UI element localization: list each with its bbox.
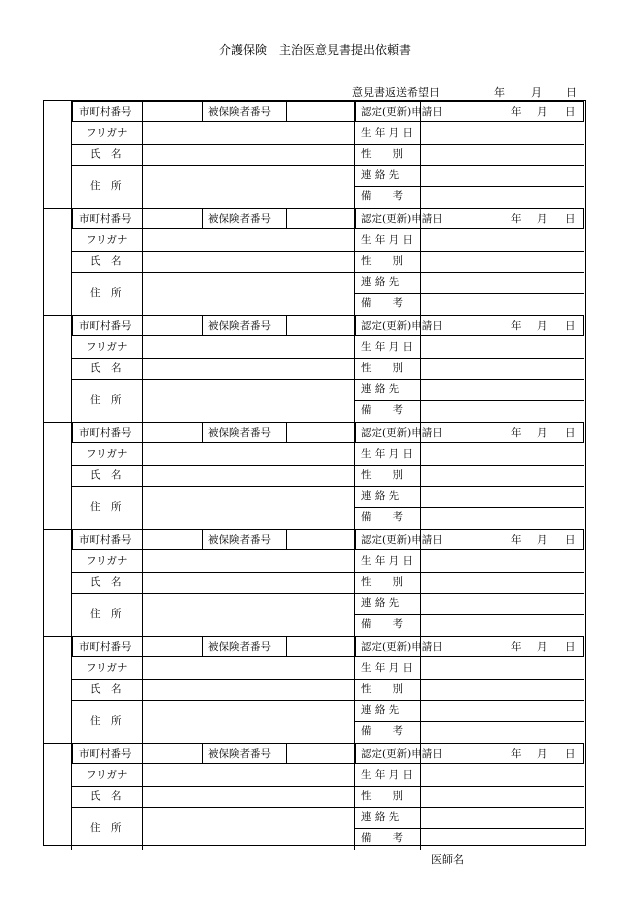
address-label: 住 所 xyxy=(90,501,122,513)
block-separator xyxy=(44,743,584,744)
row-number-cell xyxy=(44,529,72,636)
birth-date-label: 生 年 月 日 xyxy=(361,555,414,567)
application-year: 年 xyxy=(511,427,522,439)
block-separator xyxy=(44,315,584,316)
application-date-label: 認定(更新)申請日 xyxy=(361,320,443,332)
birth-date-label: 生 年 月 日 xyxy=(361,341,414,353)
furigana-label: フリガナ xyxy=(86,341,128,353)
insured-number-label: 被保険者番号 xyxy=(208,320,271,332)
application-month: 月 xyxy=(537,106,548,118)
furigana-label: フリガナ xyxy=(86,555,128,567)
page-title: 介護保険 主治医意見書提出依頼書 xyxy=(218,43,411,57)
application-date-label: 認定(更新)申請日 xyxy=(361,106,443,118)
return-date-month: 月 xyxy=(531,86,542,99)
furigana-label: フリガナ xyxy=(86,662,128,674)
address-label: 住 所 xyxy=(90,180,122,192)
application-date-label: 認定(更新)申請日 xyxy=(361,427,443,439)
row-number-cell xyxy=(44,208,72,315)
birth-date-label: 生 年 月 日 xyxy=(361,448,414,460)
application-year: 年 xyxy=(511,320,522,332)
application-day: 日 xyxy=(565,748,576,760)
return-date-year: 年 xyxy=(494,86,505,99)
name-label: 氏 名 xyxy=(90,469,122,481)
application-day: 日 xyxy=(565,427,576,439)
municipality-number-label: 市町村番号 xyxy=(79,213,132,225)
application-month: 月 xyxy=(537,748,548,760)
contact-label: 連 絡 先 xyxy=(361,597,400,609)
application-year: 年 xyxy=(511,641,522,653)
row-number-cell xyxy=(44,422,72,529)
name-label: 氏 名 xyxy=(90,362,122,374)
sex-label: 性 別 xyxy=(361,255,403,267)
address-label: 住 所 xyxy=(90,394,122,406)
application-year: 年 xyxy=(511,748,522,760)
municipality-number-label: 市町村番号 xyxy=(79,748,132,760)
row-number-cell xyxy=(44,315,72,422)
doctor-name-label: 医師名 xyxy=(431,853,464,866)
application-day: 日 xyxy=(565,534,576,546)
insured-number-label: 被保険者番号 xyxy=(208,748,271,760)
furigana-label: フリガナ xyxy=(86,448,128,460)
name-label: 氏 名 xyxy=(90,576,122,588)
applicant-block xyxy=(44,529,584,636)
address-label: 住 所 xyxy=(90,287,122,299)
birth-date-label: 生 年 月 日 xyxy=(361,769,414,781)
furigana-label: フリガナ xyxy=(86,234,128,246)
return-date-day: 日 xyxy=(566,86,577,99)
contact-label: 連 絡 先 xyxy=(361,383,400,395)
contact-label: 連 絡 先 xyxy=(361,169,400,181)
application-month: 月 xyxy=(537,213,548,225)
municipality-number-label: 市町村番号 xyxy=(79,320,132,332)
block-separator xyxy=(44,529,584,530)
application-day: 日 xyxy=(565,641,576,653)
applicant-block xyxy=(44,101,584,208)
sex-label: 性 別 xyxy=(361,469,403,481)
application-month: 月 xyxy=(537,641,548,653)
request-form-table xyxy=(43,100,586,846)
application-year: 年 xyxy=(511,213,522,225)
block-separator xyxy=(44,422,584,423)
row-number-cell xyxy=(44,636,72,743)
municipality-number-label: 市町村番号 xyxy=(79,106,132,118)
application-date-label: 認定(更新)申請日 xyxy=(361,213,443,225)
name-label: 氏 名 xyxy=(90,255,122,267)
application-day: 日 xyxy=(565,106,576,118)
row-number-cell xyxy=(44,101,72,208)
insured-number-label: 被保険者番号 xyxy=(208,213,271,225)
remarks-label: 備 考 xyxy=(361,190,403,202)
row-number-cell xyxy=(44,743,72,850)
application-year: 年 xyxy=(511,534,522,546)
sex-label: 性 別 xyxy=(361,683,403,695)
insured-number-label: 被保険者番号 xyxy=(208,427,271,439)
sex-label: 性 別 xyxy=(361,576,403,588)
contact-label: 連 絡 先 xyxy=(361,704,400,716)
name-label: 氏 名 xyxy=(90,790,122,802)
remarks-label: 備 考 xyxy=(361,404,403,416)
application-month: 月 xyxy=(537,534,548,546)
applicant-block xyxy=(44,422,584,529)
address-label: 住 所 xyxy=(90,715,122,727)
application-month: 月 xyxy=(537,320,548,332)
municipality-number-label: 市町村番号 xyxy=(79,427,132,439)
birth-date-label: 生 年 月 日 xyxy=(361,127,414,139)
address-label: 住 所 xyxy=(90,608,122,620)
insured-number-label: 被保険者番号 xyxy=(208,641,271,653)
block-separator xyxy=(44,208,584,209)
insured-number-label: 被保険者番号 xyxy=(208,534,271,546)
furigana-label: フリガナ xyxy=(86,127,128,139)
sex-label: 性 別 xyxy=(361,790,403,802)
name-label: 氏 名 xyxy=(90,683,122,695)
application-date-label: 認定(更新)申請日 xyxy=(361,534,443,546)
name-label: 氏 名 xyxy=(90,148,122,160)
contact-label: 連 絡 先 xyxy=(361,490,400,502)
applicant-block xyxy=(44,315,584,422)
contact-label: 連 絡 先 xyxy=(361,811,400,823)
remarks-label: 備 考 xyxy=(361,618,403,630)
insured-number-label: 被保険者番号 xyxy=(208,106,271,118)
block-separator xyxy=(44,636,584,637)
remarks-label: 備 考 xyxy=(361,297,403,309)
remarks-label: 備 考 xyxy=(361,511,403,523)
sex-label: 性 別 xyxy=(361,148,403,160)
sex-label: 性 別 xyxy=(361,362,403,374)
birth-date-label: 生 年 月 日 xyxy=(361,662,414,674)
application-year: 年 xyxy=(511,106,522,118)
address-label: 住 所 xyxy=(90,822,122,834)
applicant-block xyxy=(44,743,584,850)
municipality-number-label: 市町村番号 xyxy=(79,534,132,546)
applicant-block xyxy=(44,208,584,315)
birth-date-label: 生 年 月 日 xyxy=(361,234,414,246)
application-day: 日 xyxy=(565,213,576,225)
municipality-number-label: 市町村番号 xyxy=(79,641,132,653)
application-date-label: 認定(更新)申請日 xyxy=(361,748,443,760)
application-day: 日 xyxy=(565,320,576,332)
applicant-block xyxy=(44,636,584,743)
contact-label: 連 絡 先 xyxy=(361,276,400,288)
application-date-label: 認定(更新)申請日 xyxy=(361,641,443,653)
furigana-label: フリガナ xyxy=(86,769,128,781)
application-month: 月 xyxy=(537,427,548,439)
return-date-label: 意見書返送希望日 xyxy=(352,86,440,99)
remarks-label: 備 考 xyxy=(361,725,403,737)
remarks-label: 備 考 xyxy=(361,832,403,844)
